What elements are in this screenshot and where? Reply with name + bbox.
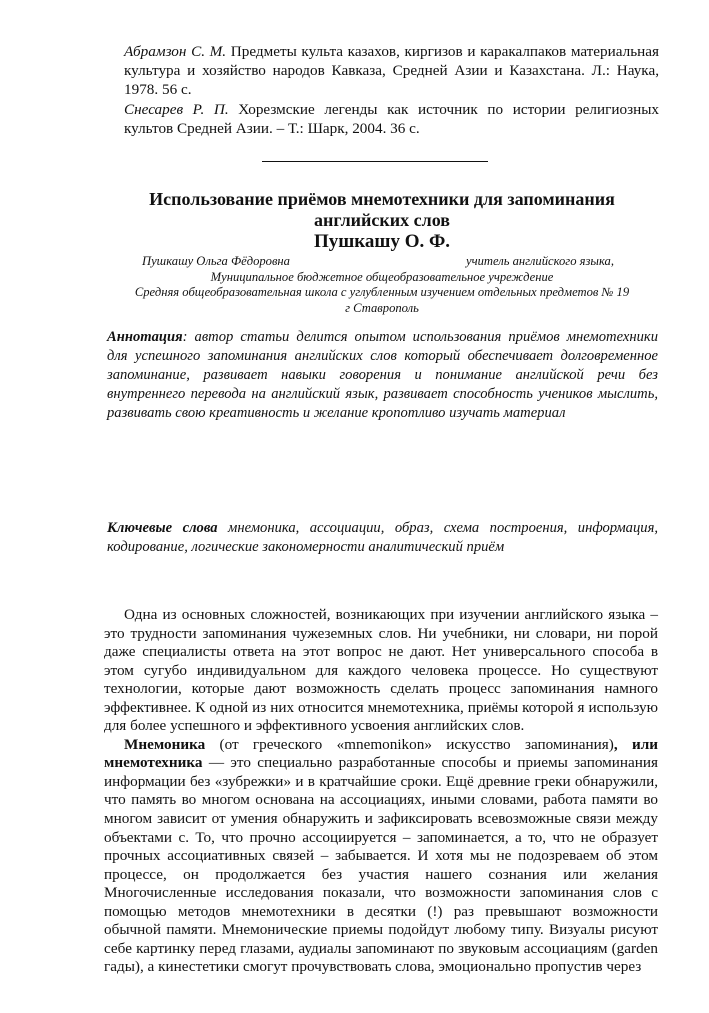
term-mnemonika: Мнемоника: [124, 735, 206, 753]
keywords: [107, 519, 658, 557]
article-body: [104, 606, 658, 977]
reference-item: [124, 42, 659, 100]
annotation: [107, 328, 658, 423]
author-short: Пушкашу О. Ф.: [313, 231, 451, 252]
reference-author: Абрамзон С. М.: [124, 43, 227, 60]
author-full-name: Пушкашу Ольга Фёдоровна: [142, 254, 290, 268]
reference-text: Хорезмские легенды как источник по истории религиозных культов Средней Азии. – Т.: Шарк, 2004. 36 с.: [124, 100, 659, 137]
title-line: Использование приёмов мнемотехники для запоминания: [149, 189, 615, 209]
reference-author: Снесарев Р. П.: [124, 100, 229, 118]
institution: Муниципальное бюджетное общеобразовательное учреждение: [210, 269, 554, 284]
author-affiliation: [104, 254, 660, 316]
paragraph-text: (от греческого «mnemonikon» искусство запоминания): [205, 735, 614, 753]
section-divider: [262, 161, 488, 162]
body-paragraph: Одна из основных сложностей, возникающих при изучении английского языка – это трудности запоминания чужеземных слов. Ни учебники, ни словари, ни порой даже специалисты ответа на этот вопрос не дают. Нет универсального способа в этом сугубо индивидуальном для каждого человека процессе. Но существуют технологии, которые дают возможность сделать процесс запоминания намного эффективнее. К одной из них относится мнемотехника, приёмы которой я использую для более успешного и эффективного усвоения английских слов.: [104, 606, 658, 735]
annotation-text: : автор статьи делится опытом использования приёмов мнемотехники для успешного запоминания английских слов который обеспечивает долговременное запоминание, развивает навыки говорения и понимание английской речи без внутреннего перевода на английский язык, развивает способность учеников мыслить, развивать свою креативность и желание кропотливо изучать материал: [107, 329, 658, 422]
reference-list: [124, 42, 659, 138]
body-paragraph: [104, 736, 658, 977]
reference-item: [124, 100, 659, 138]
keywords-label: Ключевые слова: [107, 520, 218, 536]
reference-text: Предметы культа казахов, киргизов и каракалпаков материальная культура и хозяйство народов Кавказа, Средней Азии и Казахстана. Л.: Наука, 1978. 56 с.: [124, 43, 660, 99]
annotation-label: Аннотация: [107, 329, 183, 345]
city: г Ставрополь: [345, 300, 419, 315]
title-line: английских слов: [313, 210, 451, 230]
article-title: [104, 189, 660, 253]
term-mnemotekhnika: , или мнемотехника: [104, 735, 658, 772]
paragraph-text: — это специально разработанные способы и приемы запоминания информации без «зубрежки» и в кратчайшие сроки. Ещё древние греки обнаружили, что память во многом основана на ассоциациях, иными словами, работа памяти во многом зависит от умения обнаружить и зафиксировать всевозможные связи между объектами с. То, что прочно ассоциируется – запоминается, а то, что не образует прочных ассоциативных связей – забывается. И хотя мы не подозреваем об этом процессе, он продолжается без участия нашего сознания или желания Многочисленные исследования показали, что возможности запоминания слов с помощью методов мнемотехники в десятки (!) раз превышают возможности обычной памяти. Мнемонические приемы подойдут любому типу. Визуалы рисуют себе картинку перед глазами, аудиалы запоминают по звуковым ассоциациям (garden гады), а кинестетики смогут прочувствовать слова, эмоционально пропустив через: [104, 754, 658, 976]
keywords-text: мнемоника, ассоциации, образ, схема построения, информация, кодирование, логические закономерности аналитический приём: [107, 520, 658, 556]
school: Средняя общеобразовательная школа с углубленным изучением отдельных предметов № 19: [134, 285, 630, 299]
author-position: учитель английского языка,: [466, 254, 614, 268]
